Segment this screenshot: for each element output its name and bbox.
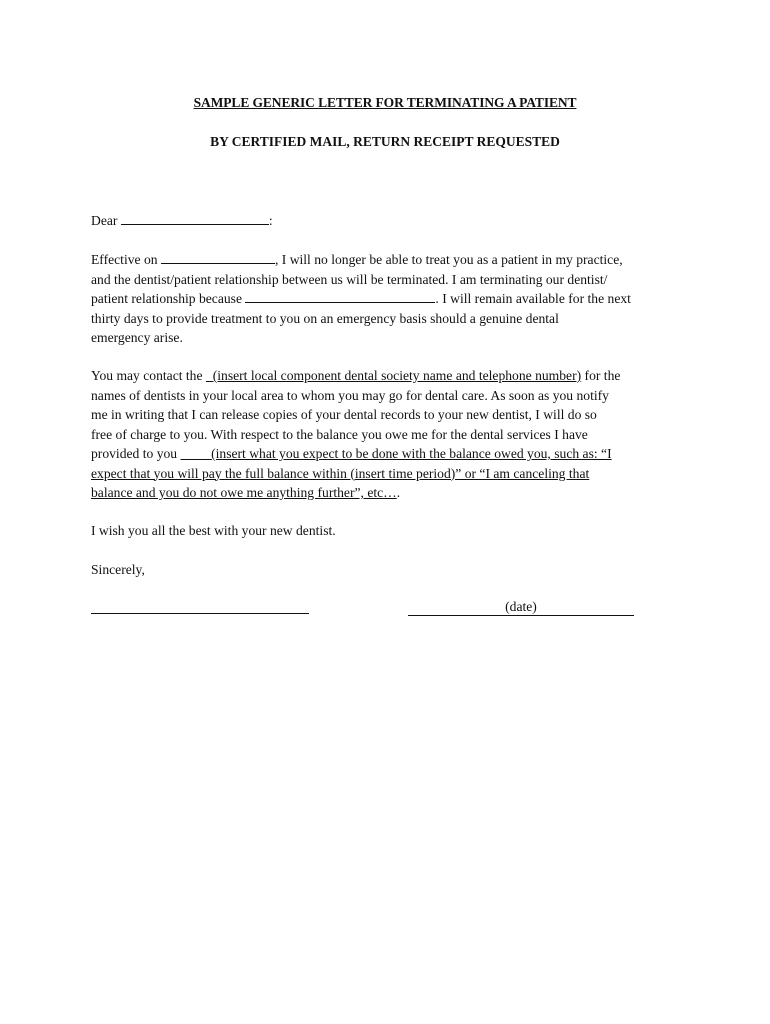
letter-subtitle: BY CERTIFIED MAIL, RETURN RECEIPT REQUESTED [210,134,560,149]
p1-line3-b: . I will remain available for the next [435,291,631,306]
p2-line4: free of charge to you. With respect to the balance you owe me for the dental services I have [91,426,588,442]
society-insert: (insert local component dental society name and telephone number) [212,368,582,383]
p2-line5-a: provided to you [91,446,178,461]
p1-line2: and the dentist/patient relationship between us will be terminated. I am terminating our dentist/ [91,271,608,287]
date-label: (date) [505,599,537,614]
p2-line3: me in writing that I can release copies of your dental records to your new dentist, I will do so [91,407,597,422]
p1-line5: emergency arise. [91,330,183,345]
p1-line1-b: , I will no longer be able to treat you as a patient in my practice, [274,252,623,267]
p2-line2: names of dentists in your local area to whom you may go for dental care. As soon as you notify [91,387,609,403]
effective-date-blank [161,251,275,264]
recipient-name-blank [121,212,269,225]
p2-line1-a: You may contact the [91,368,203,383]
salutation [91,211,691,231]
signature-line [91,613,309,614]
p1-line3-a: patient relationship because [91,291,242,306]
paragraph-referral [91,366,691,503]
p2-line6: expect that you will pay the full balance within (insert time period)” or “I am canceling that [91,465,590,481]
p2-line7-b: . [396,485,401,500]
date-line [408,599,634,616]
reason-blank [245,290,435,303]
signoff: Sincerely, [91,562,145,577]
salutation-lead: Dear [91,213,118,228]
p2-line7-a: balance and you do not owe me anything further”, etc… [91,485,397,500]
closing-wish: I wish you all the best with your new dentist. [91,523,336,538]
salutation-trail: : [268,213,273,228]
letter-title: SAMPLE GENERIC LETTER FOR TERMINATING A PATIENT [193,95,577,110]
p1-line4: thirty days to provide treatment to you on an emergency basis should a genuine dental [91,310,559,326]
p2-line1-c: for the [584,368,621,383]
p1-line1-a: Effective on [91,252,158,267]
paragraph-termination [91,250,691,348]
balance-insert: (insert what you expect to be done with the balance owed you, such as: “I [211,446,612,461]
